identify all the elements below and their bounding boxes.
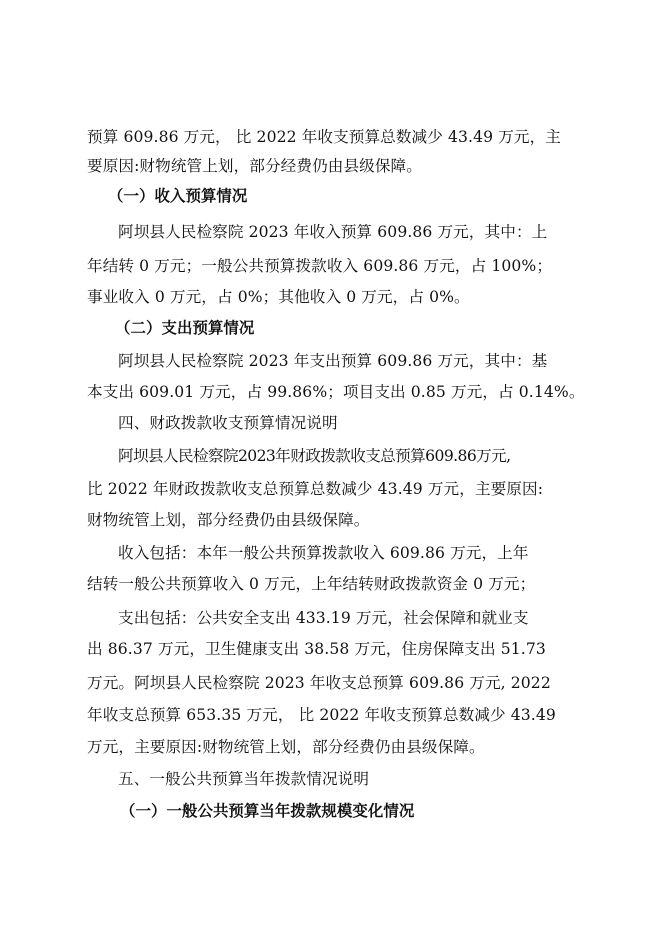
body-line: 阿坝县人民检察院2023年财政拨款收支总预算609.86万元, <box>118 447 511 465</box>
body-line: 比 2022 年财政拨款收支总预算总数减少 43.49 万元，主要原因: <box>87 480 544 498</box>
body-line: 要原因:财物统管上划，部分经费仍由县级保障。 <box>87 157 422 175</box>
body-line: 阿坝县人民检察院 2023 年收入预算 609.86 万元，其中：上 <box>118 223 548 241</box>
section-heading: （二）支出预算情况 <box>115 319 255 337</box>
body-line: 阿坝县人民检察院 2023 年支出预算 609.86 万元，其中：基 <box>118 352 548 370</box>
body-line: 年收支总预算 653.35 万元， 比 2022 年收支预算总数减少 43.49 <box>87 706 556 724</box>
body-line: 收入包括：本年一般公共预算拨款收入 609.86 万元，上年 <box>118 544 529 562</box>
body-line: 本支出 609.01 万元，占 99.86%；项目支出 0.85 万元，占 0.14%。 <box>87 383 585 401</box>
body-line: 万元，主要原因:财物统管上划，部分经费仍由县级保障。 <box>87 738 485 756</box>
body-line: 事业收入 0 万元，占 0%；其他收入 0 万元，占 0%。 <box>87 288 470 306</box>
body-line: 结转一般公共预算收入 0 万元，上年结转财政拨款资金 0 万元； <box>87 575 536 593</box>
section-heading: 五、一般公共预算当年拨款情况说明 <box>118 770 370 788</box>
section-heading: （一）收入预算情况 <box>108 187 248 205</box>
body-line: 财物统管上划，部分经费仍由县级保障。 <box>87 511 370 529</box>
body-line: 支出包括：公共安全支出 433.19 万元，社会保障和就业支 <box>118 609 529 627</box>
section-heading: 四、财政拨款收支预算情况说明 <box>118 414 338 432</box>
body-line: 预算 609.86 万元， 比 2022 年收支预算总数减少 43.49 万元，主 <box>87 128 561 146</box>
section-heading: （一）一般公共预算当年拨款规模变化情况 <box>120 802 415 820</box>
body-line: 万元。阿坝县人民检察院 2023 年收支总预算 609.86 万元, 2022 <box>87 674 551 692</box>
body-line: 出 86.37 万元，卫生健康支出 38.58 万元，住房保障支出 51.73 <box>87 640 546 658</box>
body-line: 年结转 0 万元；一般公共预算拨款收入 609.86 万元，占 100%； <box>87 257 553 275</box>
